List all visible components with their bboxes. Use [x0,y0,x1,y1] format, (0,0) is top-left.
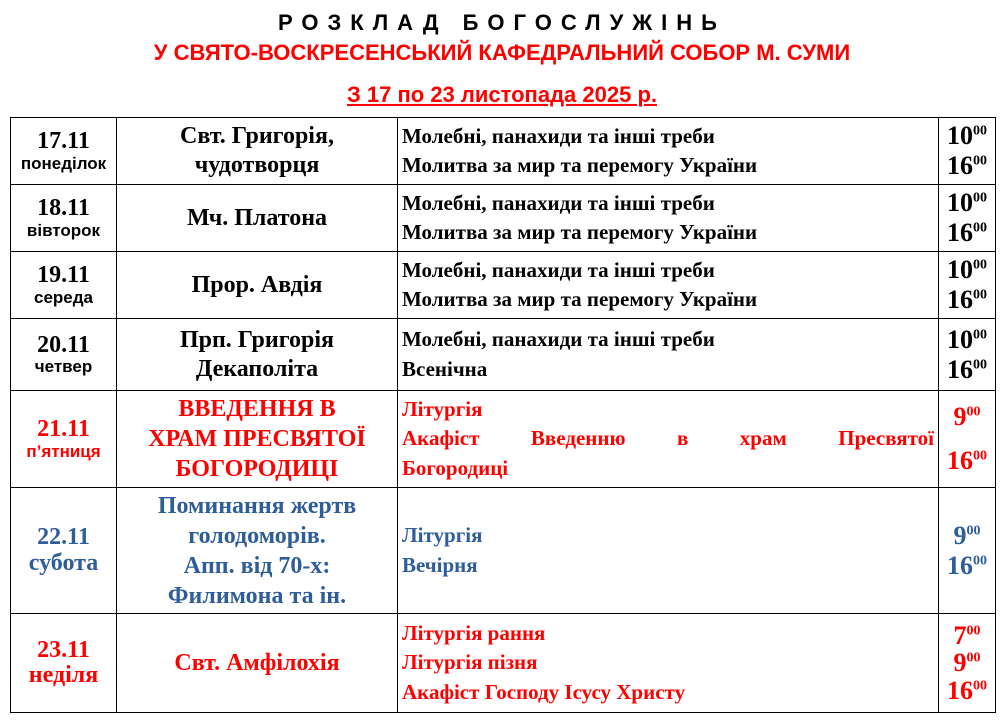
times-cell [939,614,996,713]
table-row [11,614,996,713]
weekday: вівторок [26,220,101,240]
table-row [11,252,996,319]
service-time: $16^{00}$ [947,151,987,180]
times-cell [939,391,996,488]
saint-line: ВВЕДЕННЯ В [178,396,336,422]
table-row [11,488,996,614]
service-time: $16^{00}$ [947,675,987,705]
service-item: Літургія пізня [402,650,538,675]
saint-cell [117,319,398,391]
date-cell [11,488,117,614]
service-item: Молитва за мир та перемогу України [402,287,758,311]
date-number: 20.11 [37,331,90,358]
saint-line: Филимона та ін. [167,582,347,609]
date-cell [11,319,117,391]
date-number: 21.11 [37,416,90,443]
service-time: $9^{00}$ [953,520,981,550]
date-range: З 17 по 23 листопада 2025 р. [347,82,657,107]
saint-line: Свт. Григорія, [180,123,334,150]
saint-line: Поминання жертв [157,492,357,519]
saint-line: Прор. Авдія [191,271,323,298]
service-item: Акафіст Господу Ісусу Христу [402,679,686,704]
services-cell [398,185,939,252]
date-number: 18.11 [37,195,90,222]
weekday: субота [28,549,99,576]
weekday: неділя [28,662,99,688]
date-cell [11,391,117,488]
schedule-title: РОЗКЛАД БОГОСЛУЖІНЬ [277,10,726,35]
service-time: $16^{00}$ [947,550,987,580]
saint-line: Апп. від 70-х: [183,552,331,579]
service-item: Молебні, панахиди та інші треби [402,327,715,352]
services-cell [398,391,939,488]
saint-line: ХРАМ ПРЕСВЯТОЇ [148,426,366,452]
date-number: 22.11 [37,524,90,551]
service-item: Молебні, панахиди та інші треби [402,123,715,148]
service-time: $7^{00}$ [953,621,981,651]
service-item: Літургія [402,523,483,548]
service-item: Всенічна [402,356,488,381]
saint-line: Прп. Григорія [179,326,335,353]
saint-cell [117,185,398,252]
service-item: Молитва за мир та перемогу України [402,220,758,244]
service-time: $9^{00}$ [953,402,981,432]
saint-cell [117,252,398,319]
service-item: Акафіст Введенню в храм Пресвятої [402,426,934,451]
weekday: четвер [34,357,93,377]
table-row [11,319,996,391]
date-number: 23.11 [37,636,90,663]
service-time: $10^{00}$ [947,188,987,218]
times-cell [939,319,996,391]
saint-cell [117,614,398,713]
date-cell [11,118,117,185]
date-number: 19.11 [37,262,90,289]
times-cell [939,185,996,252]
service-time: $10^{00}$ [947,324,987,354]
saint-line: чудотворця [194,152,320,178]
service-item: Молебні, панахиди та інші треби [402,257,715,282]
services-cell [398,252,939,319]
service-time: $10^{00}$ [947,121,987,151]
date-cell [11,252,117,319]
weekday: середа [34,287,93,307]
services-cell [398,614,939,713]
service-item: Молитва за мир та перемогу України [402,153,758,177]
service-item: Вечірня [402,552,478,577]
service-time: $16^{00}$ [947,218,987,247]
service-item: Літургія рання [402,620,546,645]
service-time: $16^{00}$ [947,354,987,384]
table-row [11,118,996,185]
date-cell [11,185,117,252]
saint-line: БОГОРОДИЦІ [175,456,339,482]
service-time: $9^{00}$ [953,648,981,678]
table-row [11,391,996,488]
weekday: п’ятниця [26,441,101,461]
schedule-table [10,117,996,713]
times-cell [939,252,996,319]
weekday: понеділок [20,153,107,173]
date-number: 17.11 [37,128,90,155]
services-cell [398,118,939,185]
service-time: $16^{00}$ [947,285,987,314]
cathedral-name: У СВЯТО-ВОСКРЕСЕНСЬКИЙ КАФЕДРАЛЬНИЙ СОБОР М. СУМИ [153,40,851,65]
saint-cell [117,118,398,185]
saint-line: Мч. Платона [186,204,328,231]
saint-line: голодоморів. [188,522,326,549]
table-row [11,185,996,252]
service-time: $10^{00}$ [947,255,987,285]
saint-cell [117,488,398,614]
date-cell [11,614,117,713]
service-item: Літургія [402,396,483,421]
times-cell [939,118,996,185]
saint-line: Свт. Амфілохія [174,649,340,676]
services-cell [398,319,939,391]
times-cell [939,488,996,614]
saint-cell [117,391,398,488]
saint-line: Декаполіта [195,355,319,382]
service-time: $16^{00}$ [947,446,987,475]
services-cell [398,488,939,614]
service-item: Молебні, панахиди та інші треби [402,190,715,215]
service-item: Богородиці [402,455,509,480]
